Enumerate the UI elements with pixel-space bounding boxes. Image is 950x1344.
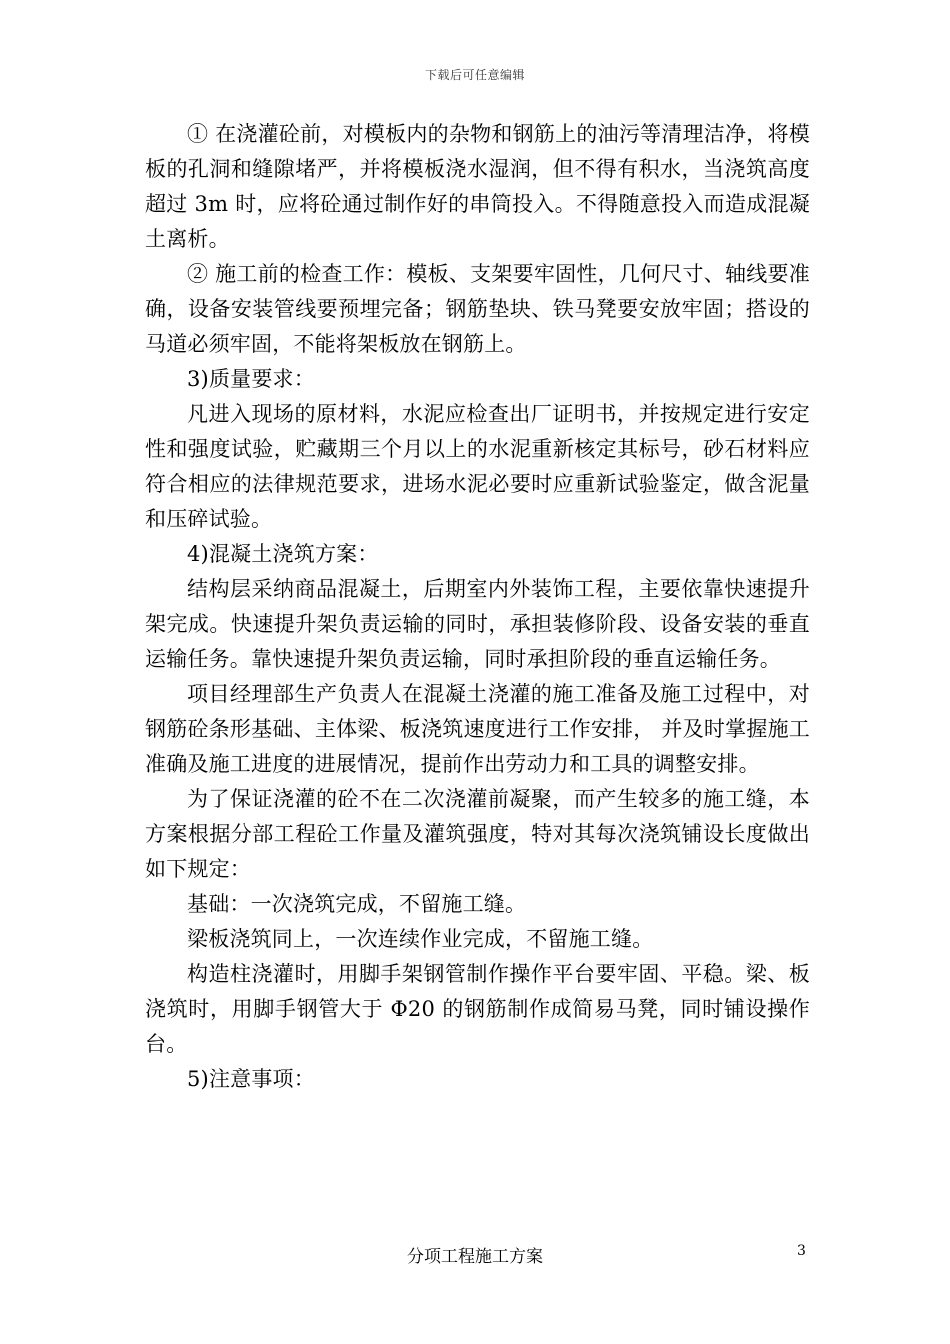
paragraph-3: 凡进入现场的原材料，水泥应检查出厂证明书，并按规定进行安定性和强度试验，贮藏期三个月以上的水泥重新核定其标号，砂石材料应符合相应的法律规范要求，进场水泥必要时应重新试验鉴定，做含泥量和压碎试验。 bbox=[145, 402, 810, 531]
paragraph-8: 梁板浇筑同上，一次连续作业完成，不留施工缝。 bbox=[187, 927, 654, 951]
section-heading-notes: 5)注意事项： bbox=[187, 1067, 315, 1091]
section-heading-quality: 3)质量要求： bbox=[187, 367, 315, 391]
footer-title: 分项工程施工方案 bbox=[407, 1247, 543, 1267]
paragraph-2: ② 施工前的检查工作：模板、支架要牢固性，几何尺寸、轴线要准确，设备安装管线要预埋完备；钢筋垫块、铁马凳要安放牢固；搭设的马道必须牢固，不能将架板放在钢筋上。 bbox=[145, 262, 810, 356]
paragraph-6: 为了保证浇灌的砼不在二次浇灌前凝聚，而产生较多的施工缝，本方案根据分部工程砼工作量及灌筑强度，特对其每次浇筑铺设长度做出如下规定： bbox=[145, 787, 810, 881]
paragraph-7: 基础：一次浇筑完成，不留施工缝。 bbox=[187, 892, 527, 916]
header-note: 下载后可任意编辑 bbox=[424, 68, 525, 82]
paragraph-5: 项目经理部生产负责人在混凝土浇灌的施工准备及施工过程中，对钢筋砼条形基础、主体梁、板浇筑速度进行工作安排， 并及时掌握施工准确及施工进度的进展情况，提前作出劳动力和工具的调整安排。 bbox=[145, 682, 810, 776]
paragraph-9: 构造柱浇灌时，用脚手架钢管制作操作平台要牢固、平稳。梁、板浇筑时，用脚手钢管大于 Φ20 的钢筋制作成简易马凳，同时铺设操作台。 bbox=[145, 962, 810, 1056]
paragraph-1: ① 在浇灌砼前，对模板内的杂物和钢筋上的油污等清理洁净，将模板的孔洞和缝隙堵严，并将模板浇水湿润，但不得有积水，当浇筑高度超过 3m 时，应将砼通过制作好的串筒投入。不得随意投入而造成混凝土离析。 bbox=[145, 122, 810, 251]
page-number: 3 bbox=[797, 1243, 806, 1259]
paragraph-4: 结构层采纳商品混凝土，后期室内外装饰工程，主要依靠快速提升架完成。快速提升架负责运输的同时，承担装修阶段、设备安装的垂直运输任务。靠快速提升架负责运输，同时承担阶段的垂直运输任务。 bbox=[145, 577, 810, 671]
document-body bbox=[145, 117, 810, 1097]
section-heading-pouring-plan: 4)混凝土浇筑方案： bbox=[187, 542, 379, 566]
